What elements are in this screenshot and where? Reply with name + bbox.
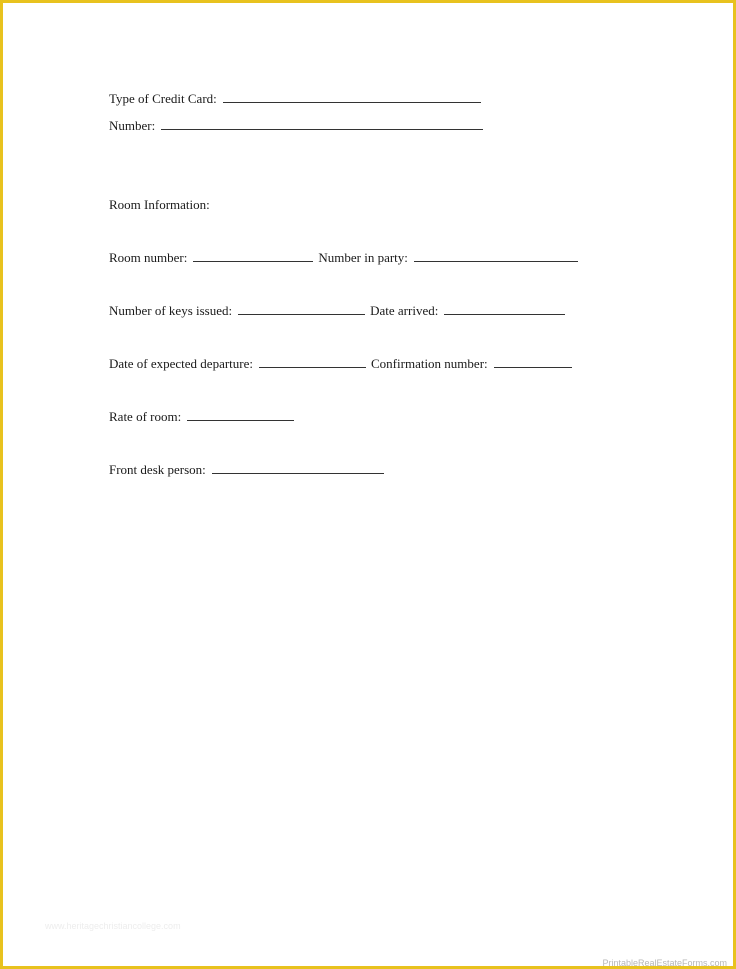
credit-card-type-field[interactable] [223,91,481,103]
room-information-heading: Room Information: [109,197,210,212]
date-arrived-field[interactable] [444,303,565,315]
date-arrived-label: Date arrived: [370,303,439,318]
front-desk-person-label: Front desk person: [109,462,206,477]
rate-of-room-label: Rate of room: [109,409,182,424]
credit-card-type-row [109,91,486,107]
expected-departure-row [109,356,577,372]
expected-departure-field[interactable] [259,356,366,368]
card-number-field[interactable] [161,118,483,130]
expected-departure-label: Date of expected departure: [109,356,254,371]
confirmation-number-field[interactable] [494,356,572,368]
number-in-party-label: Number in party: [318,250,408,265]
room-number-field[interactable] [193,250,313,262]
front-desk-person-field[interactable] [212,462,384,474]
rate-of-room-row [109,409,299,425]
keys-issued-label: Number of keys issued: [109,303,233,318]
watermark-left: www.heritagechristiancollege.com [45,921,181,931]
number-in-party-field[interactable] [414,250,578,262]
room-number-label: Room number: [109,250,188,265]
confirmation-number-label: Confirmation number: [371,356,488,371]
card-number-label: Number: [109,118,156,133]
front-desk-person-row [109,462,389,478]
watermark-right: PrintableRealEstateForms.com [602,958,727,968]
keys-issued-field[interactable] [238,303,365,315]
keys-issued-row [109,303,570,319]
rate-of-room-field[interactable] [187,409,294,421]
room-number-row [109,250,583,266]
card-number-row [109,118,488,134]
credit-card-type-label: Type of Credit Card: [109,91,217,106]
